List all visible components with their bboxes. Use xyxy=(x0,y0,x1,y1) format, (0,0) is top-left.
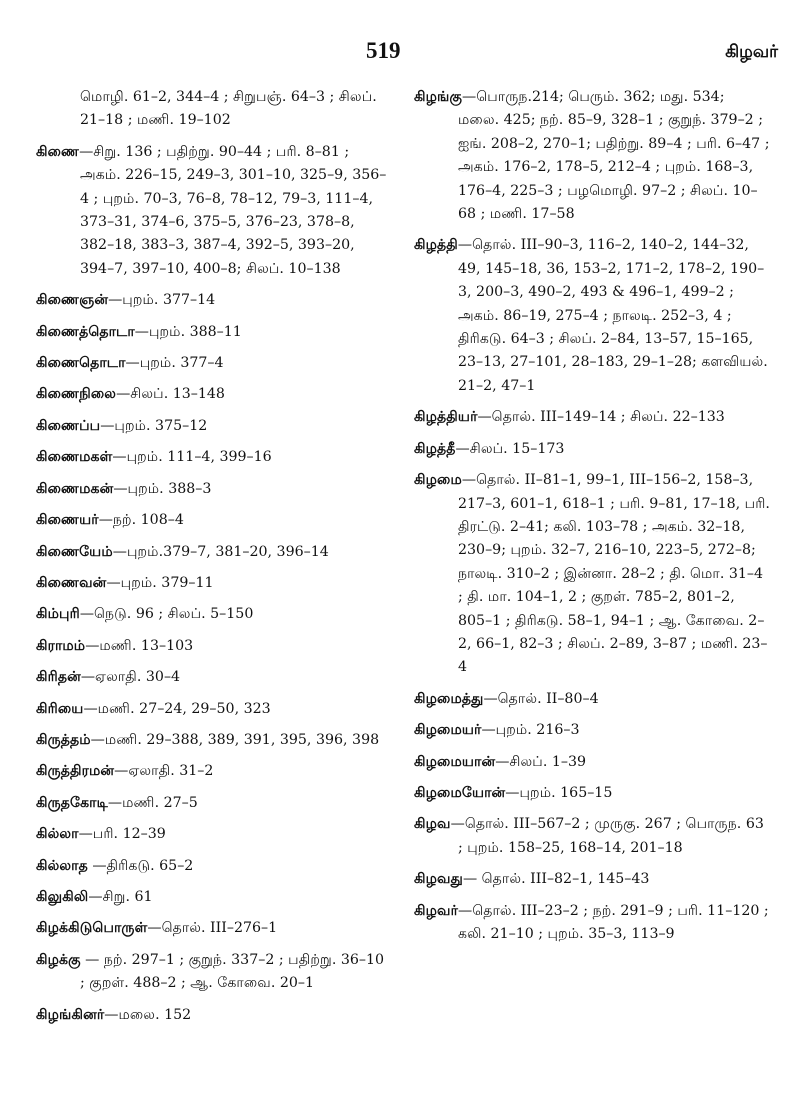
entry-references: —நெடு. 96 ; சிலப். 5–150 xyxy=(79,606,254,623)
entry-headword: கிணைநிலை xyxy=(36,386,117,403)
index-entry xyxy=(36,1004,392,1027)
index-entry xyxy=(36,823,392,846)
entry-references: —புறம்.379–7, 381–20, 396–14 xyxy=(112,543,329,560)
entry-references: —புறம். 216–3 xyxy=(481,722,580,739)
entry-headword: கில்லாத xyxy=(36,857,88,874)
entry-headword: கிழமையான் xyxy=(414,753,496,770)
entry-references: —மணி. 27–24, 29–50, 323 xyxy=(83,700,271,717)
index-entry xyxy=(36,321,392,344)
index-entry xyxy=(36,635,392,658)
entry-references: —திரிகடு. 65–2 xyxy=(87,857,194,874)
entry-references: —சிறு. 61 xyxy=(88,888,153,905)
entry-references: —சிலப். 13–148 xyxy=(116,386,225,403)
index-entry xyxy=(36,698,392,721)
entry-headword: கிம்புரி xyxy=(36,606,80,623)
entry-headword: கிழங்கினர் xyxy=(36,1006,105,1023)
index-entry xyxy=(414,438,770,461)
entry-headword: கிழத்தீ xyxy=(414,440,456,457)
entry-headword: கிழக்கு xyxy=(36,951,81,968)
index-entry xyxy=(36,383,392,406)
right-column xyxy=(414,86,770,954)
entry-references: —தொல். III–90–3, 116–2, 140–2, 144–32, 49, 145–18, 36, 153–2, 171–2, 178–2, 190–3, 200–3, 490–2, 493 & 496–1, 499–2 ; அகம். 86–19, 275–4 ; நாலடி. 252–3, 4 ; திரிகடு. 64–3 ; சிலப். 2–84, 13–57, 15–165, 23–13, 27–101, 28–183, 29–1–28; களவியல். 21–2, 47–1 xyxy=(457,237,768,394)
index-entry xyxy=(36,289,392,312)
entry-headword: கில்லா xyxy=(36,826,79,843)
index-entry xyxy=(36,666,392,689)
index-entry xyxy=(414,688,770,711)
entry-references: —தொல். III–567–2 ; முருகு. 267 ; பொருந. 63 ; புறம். 158–25, 168–14, 201–18 xyxy=(450,816,764,856)
index-entry xyxy=(414,813,770,860)
entry-headword: கிருதகோடி xyxy=(36,794,108,811)
entry-headword: கிழமைத்து xyxy=(414,690,484,707)
entry-headword: கிழமை xyxy=(414,472,462,489)
entry-headword: கிணைமகள் xyxy=(36,449,113,466)
entry-references: —புறம். 388–11 xyxy=(134,323,242,340)
index-entry xyxy=(414,900,770,947)
entry-headword: கிணைவன் xyxy=(36,574,107,591)
entry-headword: கிழங்கு xyxy=(414,89,462,105)
entry-headword: கிழமையோன் xyxy=(414,784,506,801)
index-entry xyxy=(36,886,392,909)
entry-references: —புறம். 377–14 xyxy=(108,292,216,309)
entry-headword: கிருத்தம் xyxy=(36,731,91,748)
index-entry xyxy=(36,917,392,940)
entry-headword: கிழமையர் xyxy=(414,722,482,739)
entry-references: —பரி. 12–39 xyxy=(78,826,166,843)
index-entry xyxy=(414,868,770,891)
index-entry xyxy=(414,406,770,429)
index-entry xyxy=(414,234,770,398)
entry-references: —தொல். II–80–4 xyxy=(483,690,599,707)
entry-headword: கிழத்தி xyxy=(414,237,458,254)
entry-headword: கிழத்தியர் xyxy=(414,409,478,426)
entry-references: — தொல். III–82–1, 145–43 xyxy=(462,871,650,888)
running-head: கிழவர் xyxy=(725,42,778,62)
page-number: 519 xyxy=(366,38,401,63)
index-entry xyxy=(36,509,392,532)
index-entry xyxy=(414,782,770,805)
entry-references: — நற். 297–1 ; குறுந். 337–2 ; பதிற்று. 36–10 ; குறள். 488–2 ; ஆ. கோவை. 20–1 xyxy=(80,951,385,992)
entry-headword: கிரியை xyxy=(36,700,84,717)
entry-headword: கிருத்திரமன் xyxy=(36,763,115,780)
index-entry xyxy=(36,141,392,281)
entry-headword: கிணையர் xyxy=(36,512,99,529)
index-entry xyxy=(414,86,770,226)
entry-references: —ஏலாதி. 30–4 xyxy=(80,669,181,686)
entry-references: —மணி. 27–5 xyxy=(107,794,198,811)
index-entry xyxy=(36,792,392,815)
index-entry xyxy=(36,729,392,752)
entry-references: —புறம். 165–15 xyxy=(505,784,613,801)
entry-headword: கிரிதன் xyxy=(36,669,81,686)
entry-references: —மணி. 29–388, 389, 391, 395, 396, 398 xyxy=(90,731,380,748)
entry-references: —சிலப். 1–39 xyxy=(495,753,587,770)
entry-headword: கிலுகிலி xyxy=(36,888,89,905)
index-entry xyxy=(36,446,392,469)
entry-references: —மணி. 13–103 xyxy=(85,637,194,654)
entry-headword: கிணைத்தொடா xyxy=(36,323,135,340)
entry-headword: கிணைப்ப xyxy=(36,417,101,434)
index-entry xyxy=(414,719,770,742)
index-entry xyxy=(36,603,392,626)
index-entry xyxy=(36,855,392,878)
entry-references: —புறம். 388–3 xyxy=(113,480,212,497)
entry-references: மொழி. 61–2, 344–4 ; சிறுபஞ். 64–3 ; சிலப். 21–18 ; மணி. 19–102 xyxy=(80,89,377,129)
index-entry xyxy=(36,572,392,595)
index-entry xyxy=(414,751,770,774)
entry-references: —நற். 108–4 xyxy=(98,512,184,529)
entry-references: —தொல். III–23–2 ; நற். 291–9 ; பரி. 11–120 ; கலி. 21–10 ; புறம். 35–3, 113–9 xyxy=(458,902,769,942)
entry-references: —புறம். 111–4, 399–16 xyxy=(112,449,272,466)
entry-references: —தொல். III–276–1 xyxy=(147,920,278,937)
entry-headword: கிராமம் xyxy=(36,637,86,654)
index-entry xyxy=(36,760,392,783)
entry-references: —புறம். 379–11 xyxy=(106,574,214,591)
entry-references: —ஏலாதி. 31–2 xyxy=(114,763,214,780)
index-entry xyxy=(36,949,392,996)
index-entry xyxy=(36,478,392,501)
index-entry xyxy=(36,86,392,133)
left-column xyxy=(36,86,392,1035)
entry-headword: கிணைமகன் xyxy=(36,480,114,497)
entry-headword: கிணைஞன் xyxy=(36,292,109,309)
entry-references: —தொல். II–81–1, 99–1, III–156–2, 158–3, 217–3, 601–1, 618–1 ; பரி. 9–81, 17–18, பரி. திரட்டு. 2–41; கலி. 103–78 ; அகம். 32–18, 230–9; புறம். 32–7, 216–10, 223–5, 272–8; நாலடி. 310–2 ; இன்னா. 28–2 ; தி. மொ. 31–4 ; தி. மா. 104–1, 2 ; குறள். 785–2, 801–2, 805–1 ; திரிகடு. 58–1, 94–1 ; ஆ. கோவை. 2–2, 66–1, 82–3 ; சிலப். 2–89, 3–87 ; மணி. 23–4 xyxy=(458,472,770,676)
entry-references: —தொல். III–149–14 ; சிலப். 22–133 xyxy=(477,409,725,426)
index-entry xyxy=(36,352,392,375)
index-entry xyxy=(36,415,392,438)
index-entry xyxy=(36,541,392,564)
entry-references: —மலை. 152 xyxy=(104,1006,192,1023)
entry-headword: கிணையேம் xyxy=(36,543,113,560)
entry-headword: கிணை xyxy=(36,143,80,160)
entry-references: —சிறு. 136 ; பதிற்று. 90–44 ; பரி. 8–81 ; அகம். 226–15, 249–3, 301–10, 325–9, 356–4 ; புறம். 70–3, 76–8, 78–12, 79–3, 111–4, 373–31, 374–6, 375–5, 376–23, 378–8, 382–18, 383–3, 387–4, 392–5, 393–20, 394–7, 397–10, 400–8; சிலப். 10–138 xyxy=(79,143,387,277)
entry-headword: கிழக்கிடுபொருள் xyxy=(36,920,148,937)
entry-headword: கிழவர் xyxy=(414,902,459,919)
entry-references: —சிலப். 15–173 xyxy=(455,440,565,457)
entry-references: —பொருந.214; பெரும். 362; மது. 534; மலை. 425; நற். 85–9, 328–1 ; குறுந். 379–2 ; ஐங். 208–2, 270–1; பதிற்று. 89–4 ; பரி. 6–47 ; அகம். 176–2, 178–5, 212–4 ; புறம். 168–3, 176–4, 225–3 ; பழமொழி. 97–2 ; சிலப். 10–68 ; மணி. 17–58 xyxy=(458,89,770,223)
index-entry xyxy=(414,469,770,680)
entry-headword: கிழவ xyxy=(414,816,451,833)
entry-headword: கிணைதொடா xyxy=(36,355,126,372)
entry-references: —புறம். 377–4 xyxy=(125,355,224,372)
entry-references: —புறம். 375–12 xyxy=(100,417,208,434)
entry-headword: கிழவது xyxy=(414,871,463,888)
